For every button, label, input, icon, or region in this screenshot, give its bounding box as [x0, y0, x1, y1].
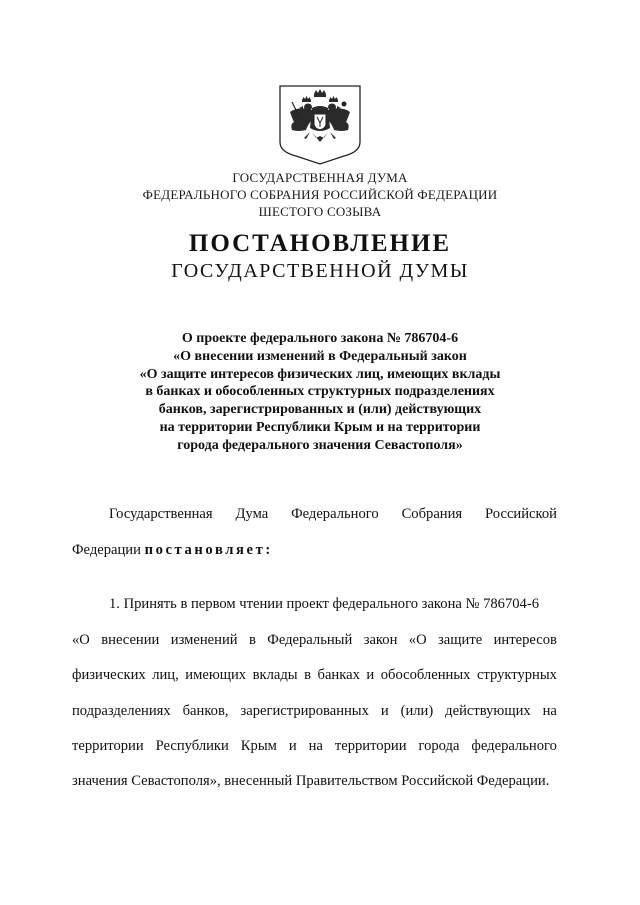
russian-coat-of-arms-icon — [272, 84, 368, 166]
word: интересов — [493, 632, 557, 648]
bill-title-line: О проекте федерального закона № 786704-6 — [181, 331, 459, 346]
bill-title — [90, 330, 550, 455]
word: на — [542, 703, 557, 719]
clause-1-line-5 — [72, 738, 557, 755]
word: Федерального — [291, 506, 379, 522]
word: и — [380, 703, 389, 719]
org-name-line-3: ШЕСТОГО СОЗЫВА — [258, 204, 382, 219]
bill-title-line: «О внесении изменений в Федеральный закон — [173, 348, 467, 364]
word: на — [308, 738, 323, 754]
word: (или) — [400, 703, 434, 719]
org-name-line-2: ФЕДЕРАЛЬНОГО СОБРАНИЯ РОССИЙСКОЙ ФЕДЕРАЦИИ — [142, 187, 498, 202]
word: зарегистрированных — [240, 703, 369, 719]
word: Собрания — [401, 506, 463, 522]
word: «О — [408, 632, 427, 648]
word: банках — [317, 667, 360, 683]
bill-title-line: «О защите интересов физических лиц, имеющих вклады — [139, 366, 501, 382]
word: действующих — [445, 703, 531, 719]
clause-1-line-6: значения Севастополя», внесенный Правительством Российской Федерации. — [72, 773, 550, 789]
word: в — [248, 632, 256, 648]
preamble-federation: Федерации — [72, 542, 141, 558]
bill-title-line: на территории Республики Крым и на территории — [159, 419, 481, 435]
word: вклады — [252, 667, 298, 683]
word: «О — [72, 632, 90, 648]
word: города — [418, 738, 460, 754]
word: территории — [72, 738, 144, 754]
word: Крым — [240, 738, 277, 754]
bill-title-line: города федерального значения Севастополя» — [177, 437, 463, 453]
word: и — [366, 667, 375, 683]
document-title: ПОСТАНОВЛЕНИЕ — [188, 230, 452, 257]
org-name-line-1: ГОСУДАРСТВЕННАЯ ДУМА — [232, 170, 408, 185]
word: федерального — [471, 738, 557, 754]
word: Федеральный — [267, 632, 353, 648]
word: Республики — [155, 738, 229, 754]
preamble-line-2 — [72, 542, 273, 559]
word: лиц, — [152, 667, 179, 683]
bill-title-line: банков, зарегистрированных и (или) действующих — [158, 402, 482, 418]
word: закон — [363, 632, 398, 648]
resolves-word: постановляет: — [144, 542, 273, 558]
document-subtitle: ГОСУДАРСТВЕННОЙ ДУМЫ — [171, 260, 469, 282]
word: Дума — [235, 506, 269, 522]
word: Российской — [485, 506, 557, 522]
word: Государственная — [109, 506, 213, 522]
word: структурных — [476, 667, 557, 683]
word: имеющих — [185, 667, 247, 683]
clause-1-line-4 — [72, 703, 557, 720]
word: изменений — [170, 632, 238, 648]
clause-1-line-2 — [72, 632, 557, 649]
word: в — [304, 667, 311, 683]
word: обособленных — [380, 667, 471, 683]
word: банков, — [182, 703, 229, 719]
word: подразделениях — [72, 703, 171, 719]
bill-title-line: в банках и обособленных структурных подразделениях — [145, 384, 495, 400]
clause-1-line-1: 1. Принять в первом чтении проект федерального закона № 786704-6 — [109, 596, 540, 612]
word: внесении — [101, 632, 160, 648]
word: территории — [334, 738, 407, 754]
word: защите — [438, 632, 483, 648]
word: физических — [72, 667, 146, 683]
clause-1-line-3 — [72, 667, 557, 684]
word: и — [288, 738, 297, 754]
preamble-line-1 — [109, 506, 557, 523]
